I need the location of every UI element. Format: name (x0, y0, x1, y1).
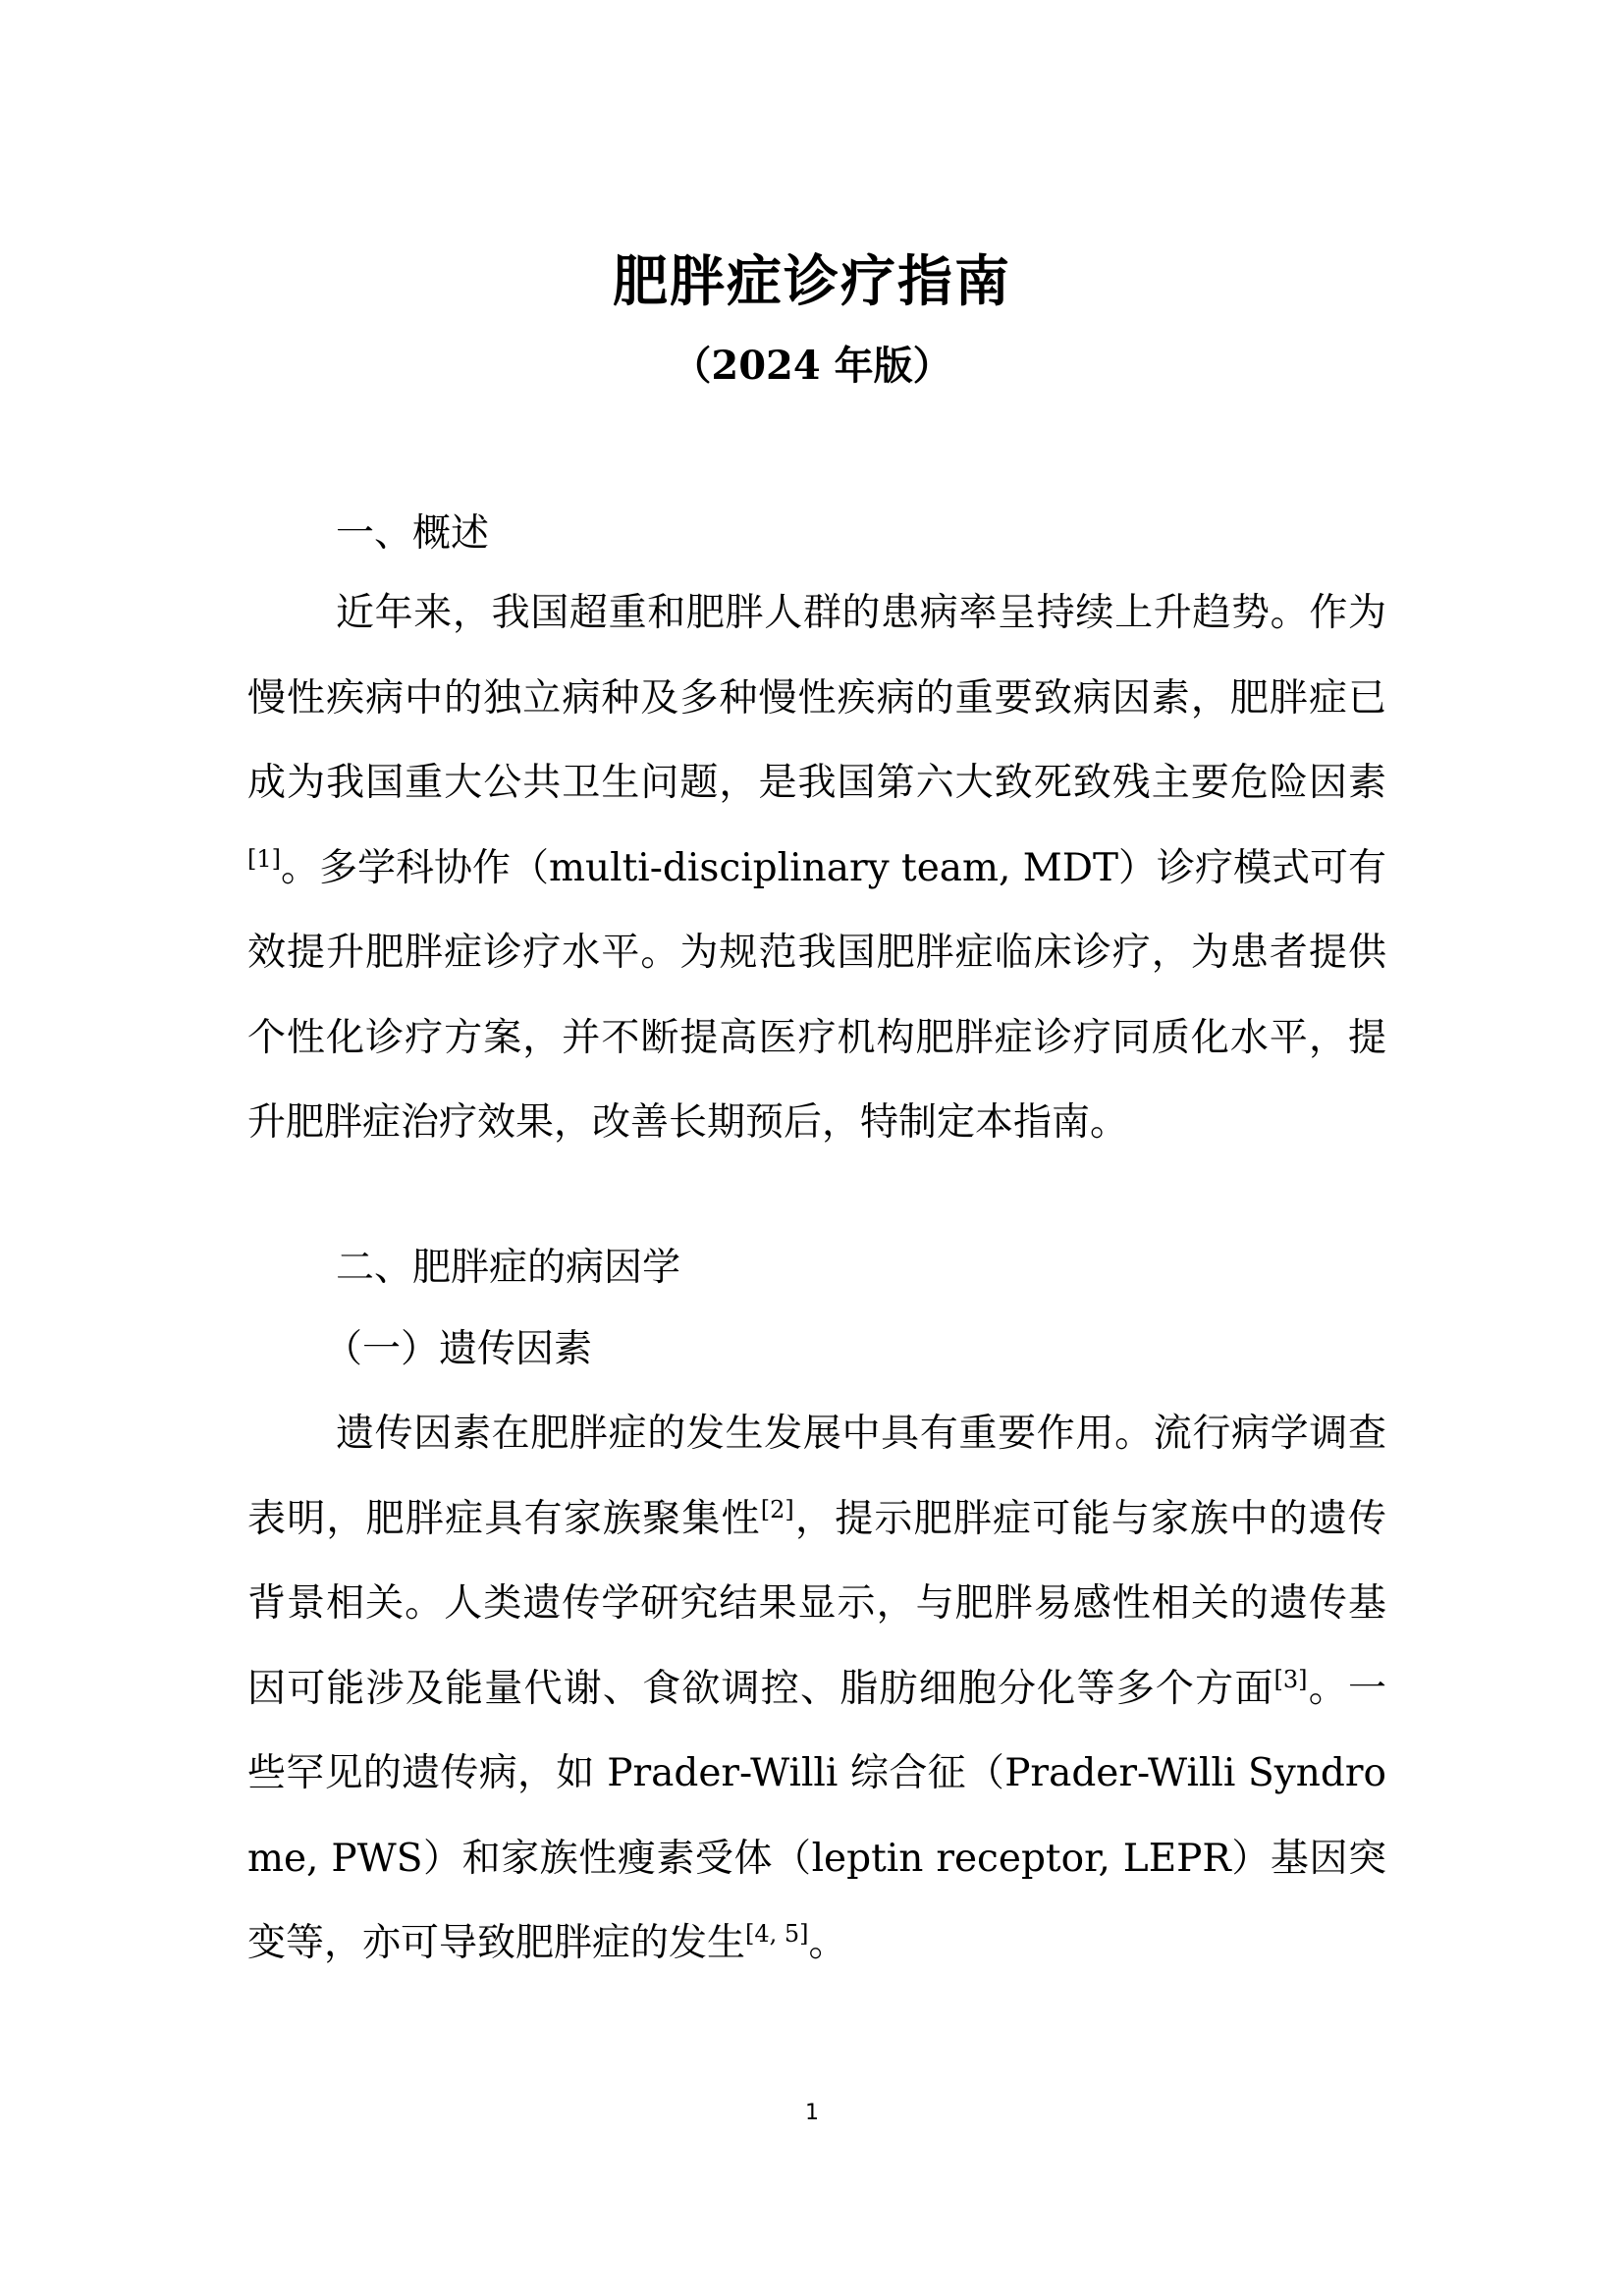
paragraph-text: 。 (808, 1921, 847, 1965)
document-subtitle: （2024 年版） (672, 343, 952, 389)
section-heading-etiology: 二、肥胖症的病因学 (336, 1246, 681, 1290)
citation-ref: [3] (1273, 1665, 1308, 1693)
section-heading-overview: 一、概述 (336, 511, 490, 556)
paragraph-text: 。多学科协作（multi-disciplinary team, MDT）诊疗模式可有效提升肥胖症诊疗水平。为规范我国肥胖症临床诊疗，为患者提供个性化诊疗方案，并不断提高医疗机构肥胖症诊疗同质化水平，提升肥胖症治疗效果，改善长期预后，特制定本指南。 (247, 845, 1387, 1145)
document-title: 肥胖症诊疗指南 (613, 250, 1011, 314)
page-number: 1 (805, 2101, 819, 2125)
paragraph-text: 。一些罕见的遗传病，如 Prader-Willi 综合征（Prader-Willi Syndrome, PWS）和家族性瘦素受体（leptin receptor, LEPR）基因突变等，亦可导致肥胖症的发生 (247, 1666, 1386, 1965)
genetic-paragraph (247, 1392, 1386, 1987)
paragraph-text: ，提示肥胖症可能与家族中的遗传背景相关。人类遗传学研究结果显示，与肥胖易感性相关的遗传基因可能涉及能量代谢、食欲调控、脂肪细胞分化等多个方面 (247, 1496, 1386, 1711)
citation-ref: [2] (760, 1495, 794, 1523)
overview-paragraph (247, 571, 1386, 1166)
citation-ref: [1] (247, 844, 281, 873)
paragraph-text: 近年来，我国超重和肥胖人群的患病率呈持续上升趋势。作为慢性疾病中的独立病种及多种慢性疾病的重要致病因素，肥胖症已成为我国重大公共卫生问题，是我国第六大致死致残主要危险因素 (247, 591, 1386, 805)
paragraph-text: 遗传因素在肥胖症的发生发展中具有重要作用。流行病学调查表明，肥胖症具有家族聚集性 (247, 1412, 1386, 1541)
subsection-heading-genetic: （一）遗传因素 (324, 1327, 593, 1371)
citation-ref: [4, 5] (745, 1920, 809, 1948)
